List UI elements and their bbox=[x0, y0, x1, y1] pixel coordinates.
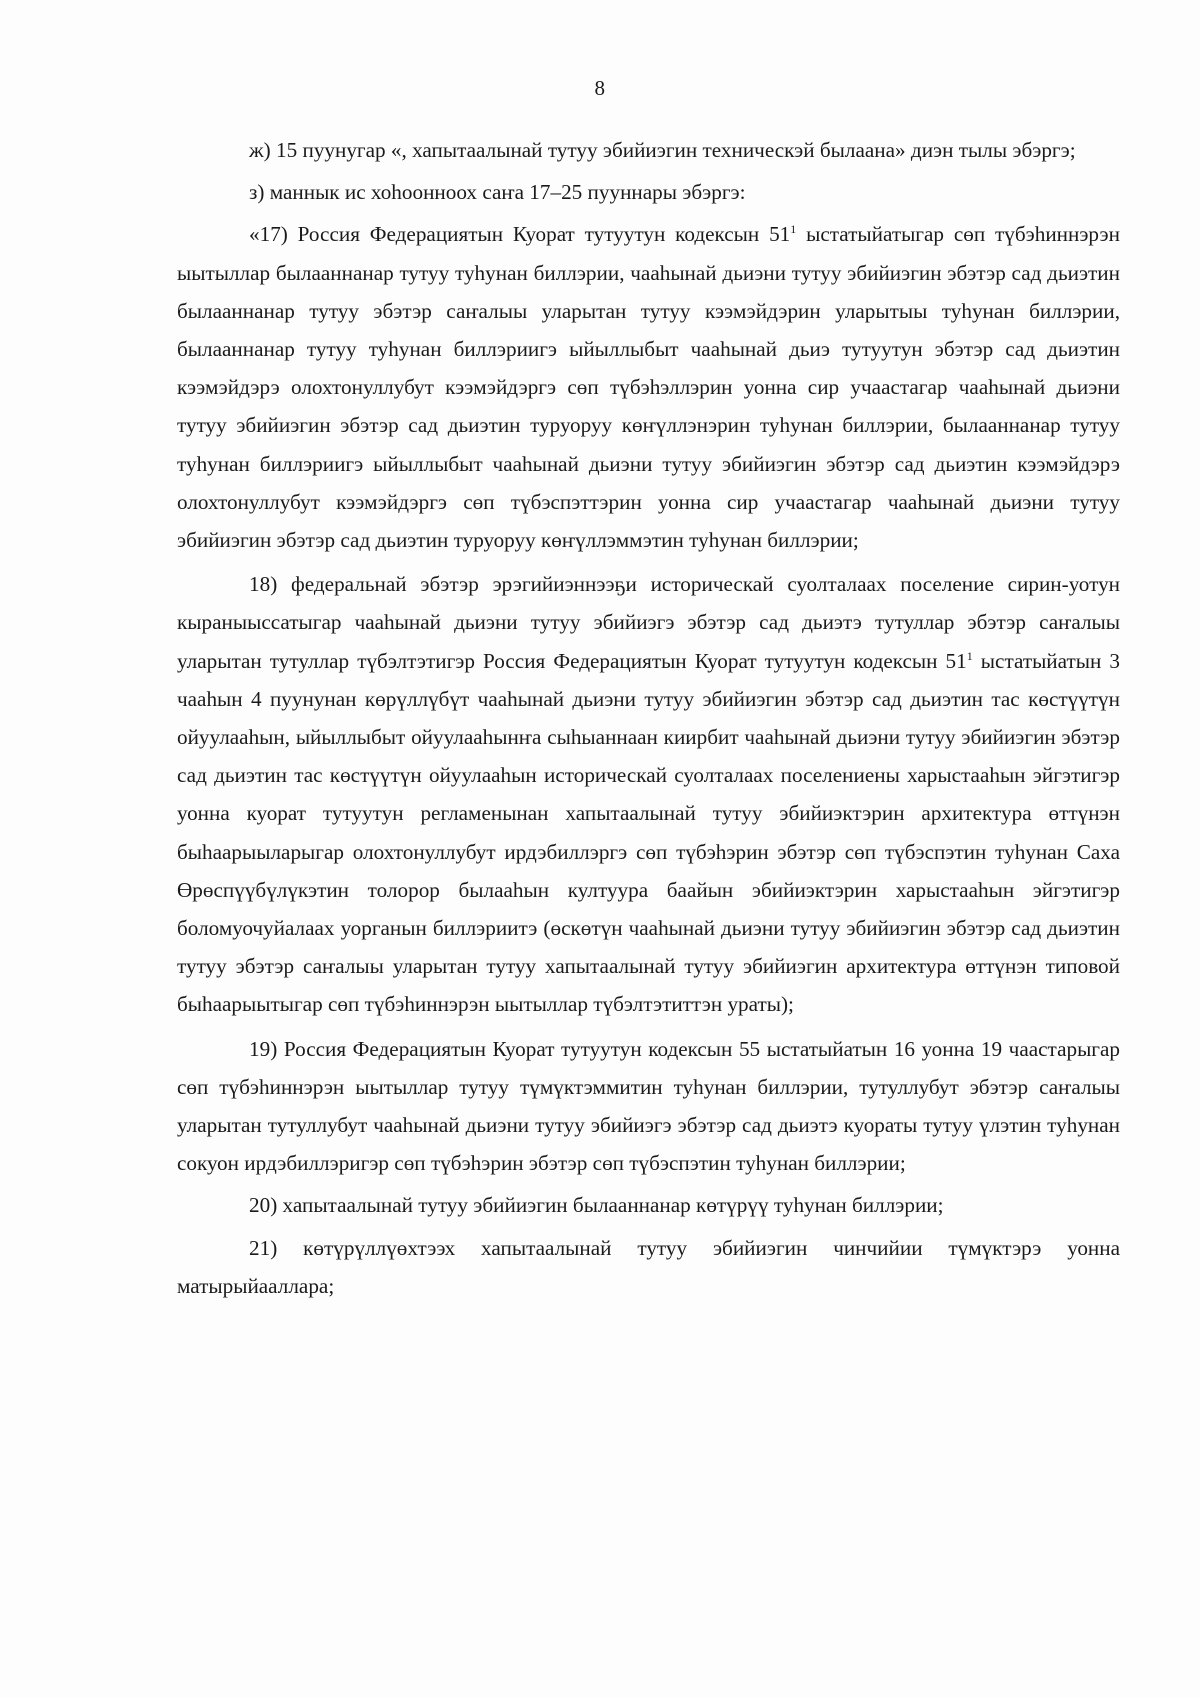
page-number: 8 bbox=[594, 76, 606, 100]
paragraph-21: 21) көтүрүллүөхтээх хапытаалынай тутуу эбийиэгин чинчийии түмүктэрэ уонна матырыйааллара; bbox=[177, 1235, 1120, 1298]
paragraph-18-rest: ыстатыйатын 3 чааһын 4 пуунунан көрүллүбүт чааһынай дьиэни тутуу эбийиэгин эбэтэр сад дьиэтин тас көстүүтүн ойуулааһын, ыйыллыбыт ойуулааһынҥа сыһыаннаан киирбит чааһынай дьиэни тутуу эбийиэгин эбэтэр сад дьиэтин тас көстүүтүн ойуулааһын историческай суолталаах поселениены харыстааһын эйгэтигэр уонна куорат тутуутун регламенынан хапытаалынай тутуу эбийиэктэрин архитектура өттүнэн быһаарыыларыгар олохтонуллубут ирдэбиллэргэ сөп түбэһэрин эбэтэр сөп түбэспэтин туһунан Саха Өрөспүүбүлүкэтин толорор былааһын култуура баайын эбийиэктэрин харыстааһын эйгэтигэр боломуочуйалаах уорганын биллэриитэ (өскөтүн чааһынай дьиэни тутуу эбийиэгин эбэтэр сад дьиэтин тутуу эбэтэр саҥалыы уларытан тутуу хапытаалынай тутуу эбийиэгин архитектура өттүнэн типовой быһаарыытыгар сөп түбэһиннэрэн ыытыллар түбэлтэтиттэн ураты); bbox=[177, 648, 1120, 1017]
paragraph-18-start: 18) федеральнай эбэтэр эрэгийиэннээҕи историческай суолталаах поселение сирин-уотун кыраныыссатыгар чааһынай дьиэни тутуу эбийиэгэ эбэтэр сад дьиэтэ тутуллар эбэтэр саҥалыы уларытан тутуллар түбэлтэтигэр Россия Федерациятын Куорат тутуутун кодексын 51 bbox=[177, 572, 1120, 673]
document-body bbox=[177, 131, 1120, 1309]
paragraph-19: 19) Россия Федерациятын Куорат тутуутун кодексын 55 ыстатыйатын 16 уонна 19 чаастарыгар сөп түбэһиннэрэн ыытыллар тутуу түмүктэммитин туһунан биллэрии, тутуллубут эбэтэр саҥалыы уларытан тутуллубут чааһынай дьиэни тутуу эбийиэгэ эбэтэр сад дьиэтэ куораты тутуу үлэтин туһунан сокуон ирдэбиллэригэр сөп түбэһэрин эбэтэр сөп түбэспэтин туһунан биллэрии; bbox=[177, 1036, 1120, 1176]
superscript-one: 1 bbox=[966, 648, 973, 663]
paragraph-18 bbox=[177, 565, 1120, 1023]
paragraph-zh: ж) 15 пуунугар «, хапытаалынай тутуу эбийиэгин техническэй былаана» диэн тылы эбэргэ; bbox=[249, 138, 1076, 162]
paragraph-z: з) маннык ис хоһоонноох саҥа 17–25 пууннары эбэргэ: bbox=[249, 180, 746, 205]
paragraph-17-rest: ыстатыйатыгар сөп түбэһиннэрэн ыытыллар былааннанар тутуу туһунан биллэрии, чааһынай дьиэни тутуу эбийиэгин эбэтэр сад дьиэтин былааннанар тутуу эбэтэр саҥалыы уларытан тутуу кээмэйдэрин уларытыы туһунан биллэрии, былааннанар тутуу туһунан биллэриигэ ыйыллыбыт чааһынай дьиэ тутуутун эбэтэр сад дьиэтин кээмэйдэрэ олохтонуллубут кээмэйдэргэ сөп түбэһэллэрин уонна сир учаастагар чааһынай дьиэни тутуу эбийиэгин эбэтэр сад дьиэтин туруоруу көҥүллэнэрин туһунан биллэрии, былааннанар тутуу туһунан биллэриигэ ыйыллыбыт чааһынай дьиэни тутуу эбийиэгин эбэтэр сад дьиэтин кээмэйдэрэ олохтонуллубут кээмэйдэргэ сөп түбэспэттэрин уонна сир учаастагар чааһынай дьиэни тутуу эбийиэгин эбэтэр сад дьиэтин туруоруу көҥүллэммэтин туһунан биллэрии; bbox=[177, 222, 1120, 553]
paragraph-17-start: «17) Россия Федерациятын Куорат тутуутун кодексын 51 bbox=[249, 222, 791, 247]
paragraph-17 bbox=[177, 215, 1120, 559]
paragraph-20: 20) хапытаалынай тутуу эбийиэгин былааннанар көтүрүү туһунан биллэрии; bbox=[249, 1193, 944, 1218]
superscript-one: 1 bbox=[790, 222, 797, 237]
